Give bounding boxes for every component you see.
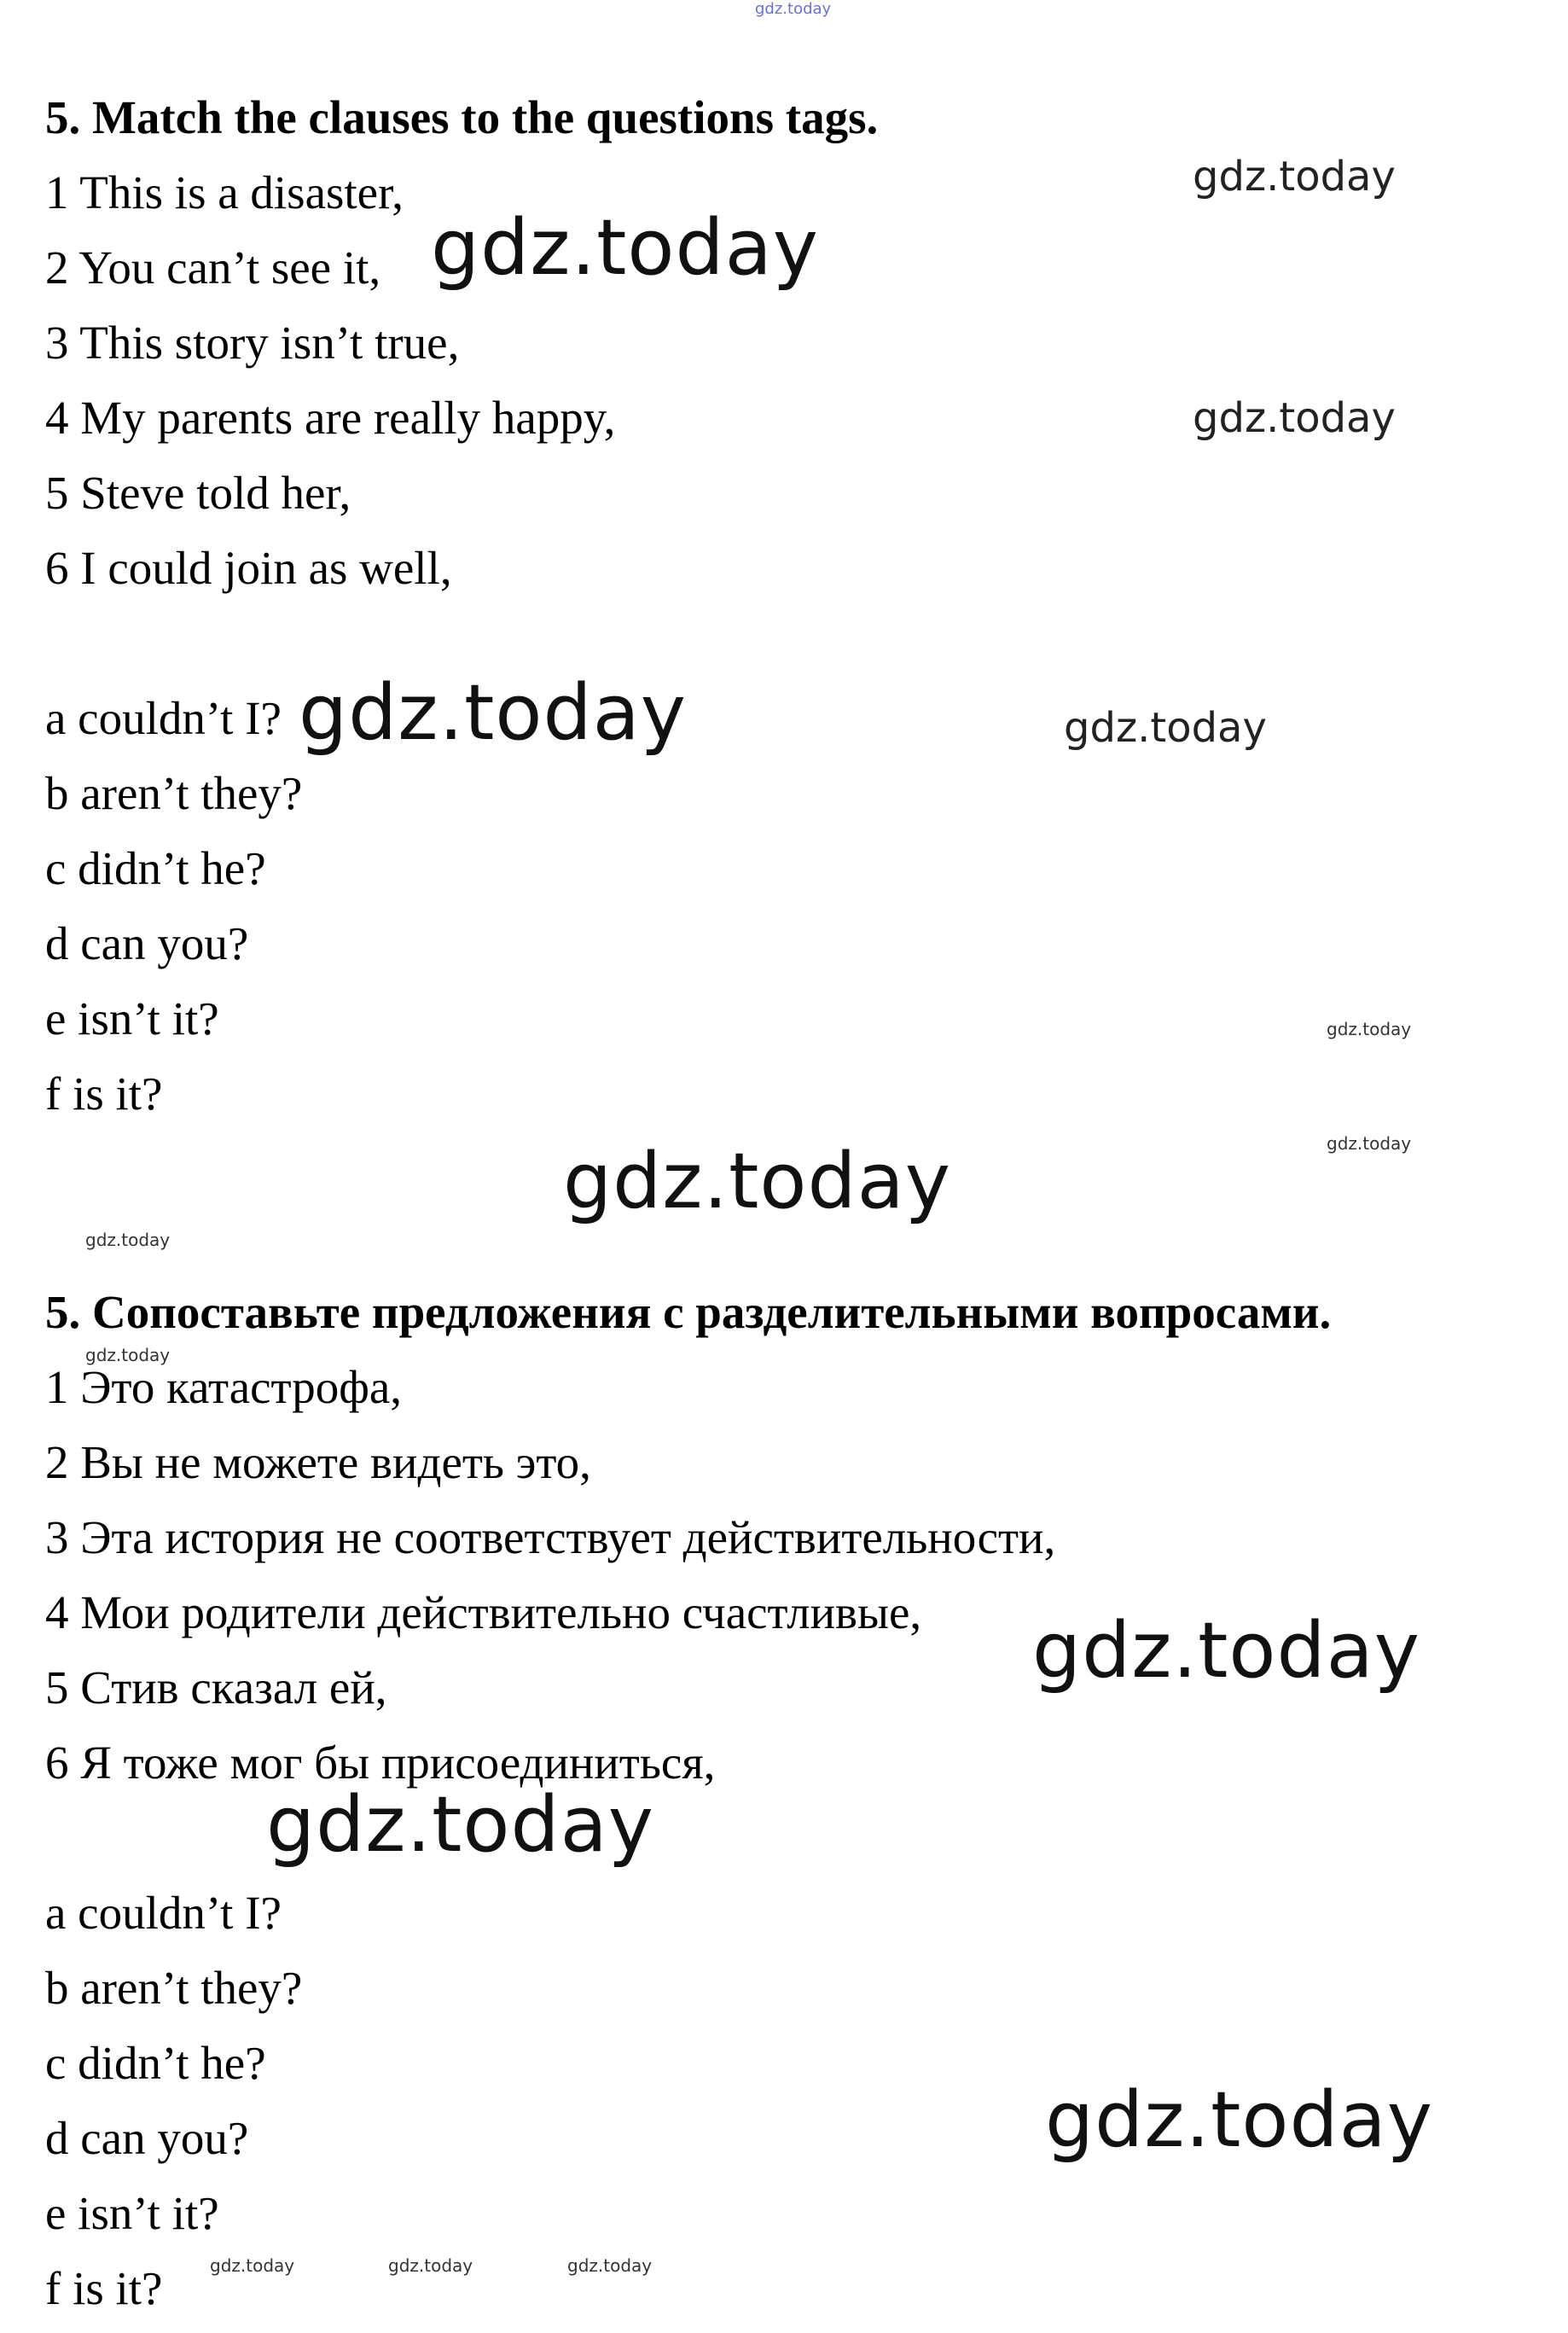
tag-item: a couldn’t I? [45, 1887, 282, 1939]
watermark: gdz.today [85, 1230, 171, 1250]
tag-item: a couldn’t I? [45, 692, 282, 744]
tag-item: f is it? [45, 2262, 163, 2314]
tag-item: c didn’t he? [45, 842, 266, 894]
clause-item: 3 Эта история не соответствует действительности, [45, 1511, 1056, 1563]
clause-item: 1 This is a disaster, [45, 166, 404, 218]
clause-item: 5 Стив сказал ей, [45, 1661, 387, 1713]
watermark: gdz.today [1045, 2075, 1434, 2165]
tag-item: d can you? [45, 2112, 249, 2164]
clause-item: 3 This story isn’t true, [45, 317, 460, 369]
clause-item: 4 My parents are really happy, [45, 392, 616, 444]
tag-item: b aren’t they? [45, 1962, 303, 2014]
watermark: gdz.today [1064, 704, 1267, 752]
watermark: gdz.today [1327, 1133, 1412, 1154]
clause-item: 5 Steve told her, [45, 467, 351, 519]
clause-item: 6 Я тоже мог бы присоединиться, [45, 1737, 716, 1789]
clause-item: 2 Вы не можете видеть это, [45, 1436, 591, 1488]
tag-item: e isn’t it? [45, 2187, 219, 2239]
watermark: gdz.today [388, 2255, 473, 2276]
watermark: gdz.today [755, 0, 832, 18]
exercise-heading-en: 5. Match the clauses to the questions tags. [45, 91, 879, 143]
exercise-heading-ru: 5. Сопоставьте предложения с разделительными вопросами. [45, 1286, 1332, 1338]
watermark: gdz.today [210, 2255, 295, 2276]
watermark: gdz.today [567, 2255, 653, 2276]
watermark: gdz.today [1193, 394, 1396, 442]
watermark: gdz.today [563, 1137, 952, 1226]
watermark: gdz.today [266, 1780, 655, 1870]
watermark: gdz.today [431, 203, 820, 293]
clause-item: 6 I could join as well, [45, 542, 452, 594]
watermark: gdz.today [299, 668, 688, 758]
watermark: gdz.today [1032, 1606, 1421, 1696]
watermark: gdz.today [85, 1345, 171, 1365]
clause-item: 4 Мои родители действительно счастливые, [45, 1586, 922, 1638]
clause-item: 2 You can’t see it, [45, 241, 381, 294]
tag-item: f is it? [45, 1068, 163, 1120]
clause-item: 1 Это катастрофа, [45, 1361, 403, 1413]
watermark: gdz.today [1193, 153, 1396, 201]
tag-item: b aren’t they? [45, 767, 303, 819]
tag-item: e isn’t it? [45, 992, 219, 1044]
watermark: gdz.today [1327, 1019, 1412, 1039]
tag-item: d can you? [45, 917, 249, 969]
tag-item: c didn’t he? [45, 2037, 266, 2089]
